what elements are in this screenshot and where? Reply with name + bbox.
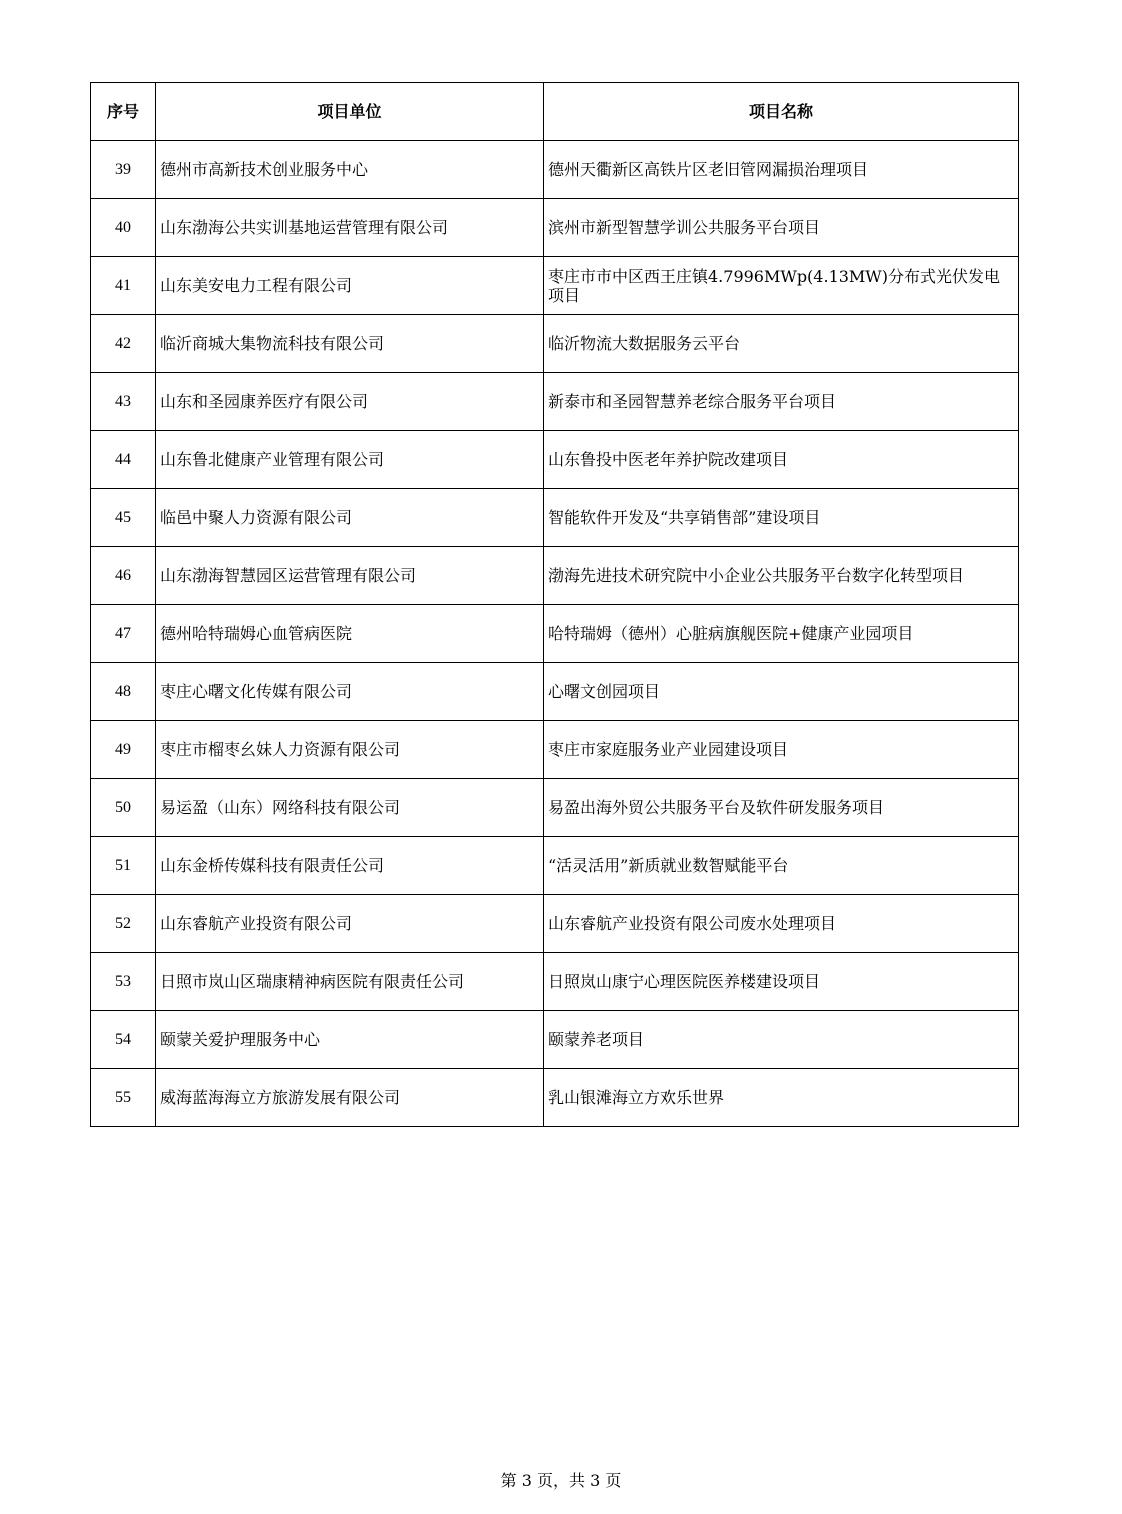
row-serial-number: 47: [91, 605, 156, 663]
row-serial-number: 52: [91, 895, 156, 953]
row-serial-number: 53: [91, 953, 156, 1011]
table-row: [91, 663, 1019, 721]
row-project-name: 山东鲁投中医老年养护院改建项目: [544, 431, 1019, 489]
row-project-name: 临沂物流大数据服务云平台: [544, 315, 1019, 373]
row-project-unit: 临沂商城大集物流科技有限公司: [156, 315, 544, 373]
row-project-name: 哈特瑞姆（德州）心脏病旗舰医院+健康产业园项目: [544, 605, 1019, 663]
row-project-unit: 颐蒙关爱护理服务中心: [156, 1011, 544, 1069]
table-row: [91, 605, 1019, 663]
row-project-unit: 山东渤海智慧园区运营管理有限公司: [156, 547, 544, 605]
table-row: [91, 199, 1019, 257]
table-row: [91, 547, 1019, 605]
header-project-unit: 项目单位: [156, 83, 544, 141]
row-project-name: 日照岚山康宁心理医院医养楼建设项目: [544, 953, 1019, 1011]
table-body: [91, 141, 1019, 1127]
row-project-unit: 枣庄心曙文化传媒有限公司: [156, 663, 544, 721]
row-serial-number: 41: [91, 257, 156, 315]
row-project-unit: 山东美安电力工程有限公司: [156, 257, 544, 315]
row-project-unit: 枣庄市榴枣幺妹人力资源有限公司: [156, 721, 544, 779]
page-footer: 第 3 页，共 3 页: [500, 1471, 622, 1490]
project-table: [90, 82, 1019, 1127]
table-row: [91, 141, 1019, 199]
row-project-name: 易盈出海外贸公共服务平台及软件研发服务项目: [544, 779, 1019, 837]
row-serial-number: 49: [91, 721, 156, 779]
row-serial-number: 55: [91, 1069, 156, 1127]
header-project-name: 项目名称: [544, 83, 1019, 141]
row-serial-number: 43: [91, 373, 156, 431]
row-project-unit: 威海蓝海海立方旅游发展有限公司: [156, 1069, 544, 1127]
row-serial-number: 50: [91, 779, 156, 837]
table-row: [91, 315, 1019, 373]
row-project-unit: 日照市岚山区瑞康精神病医院有限责任公司: [156, 953, 544, 1011]
row-serial-number: 42: [91, 315, 156, 373]
table-row: [91, 431, 1019, 489]
table-row: [91, 779, 1019, 837]
row-project-name: 枣庄市家庭服务业产业园建设项目: [544, 721, 1019, 779]
row-project-name: 山东睿航产业投资有限公司废水处理项目: [544, 895, 1019, 953]
row-project-unit: 临邑中聚人力资源有限公司: [156, 489, 544, 547]
table-row: [91, 1069, 1019, 1127]
row-serial-number: 54: [91, 1011, 156, 1069]
table-row: [91, 721, 1019, 779]
row-project-unit: 山东鲁北健康产业管理有限公司: [156, 431, 544, 489]
row-project-name: 渤海先进技术研究院中小企业公共服务平台数字化转型项目: [544, 547, 1019, 605]
table-header-row: [91, 83, 1019, 141]
row-project-unit: 山东睿航产业投资有限公司: [156, 895, 544, 953]
row-project-unit: 德州哈特瑞姆心血管病医院: [156, 605, 544, 663]
row-serial-number: 46: [91, 547, 156, 605]
table-row: [91, 489, 1019, 547]
table-row: [91, 257, 1019, 315]
table-row: [91, 373, 1019, 431]
row-serial-number: 45: [91, 489, 156, 547]
table-row: [91, 895, 1019, 953]
row-project-name: “活灵活用”新质就业数智赋能平台: [544, 837, 1019, 895]
row-serial-number: 48: [91, 663, 156, 721]
row-project-name: 心曙文创园项目: [544, 663, 1019, 721]
table-row: [91, 1011, 1019, 1069]
table-row: [91, 837, 1019, 895]
row-project-unit: 山东和圣园康养医疗有限公司: [156, 373, 544, 431]
row-serial-number: 39: [91, 141, 156, 199]
row-serial-number: 44: [91, 431, 156, 489]
header-serial-number: 序号: [91, 83, 156, 141]
table-row: [91, 953, 1019, 1011]
row-project-name: 新泰市和圣园智慧养老综合服务平台项目: [544, 373, 1019, 431]
row-project-unit: 山东渤海公共实训基地运营管理有限公司: [156, 199, 544, 257]
row-project-unit: 德州市高新技术创业服务中心: [156, 141, 544, 199]
row-project-name: 滨州市新型智慧学训公共服务平台项目: [544, 199, 1019, 257]
row-serial-number: 40: [91, 199, 156, 257]
row-project-name: 德州天衢新区高铁片区老旧管网漏损治理项目: [544, 141, 1019, 199]
row-serial-number: 51: [91, 837, 156, 895]
row-project-name: 颐蒙养老项目: [544, 1011, 1019, 1069]
row-project-name: 枣庄市市中区西王庄镇4.7996MWp(4.13MW)分布式光伏发电项目: [544, 257, 1019, 315]
row-project-name: 乳山银滩海立方欢乐世界: [544, 1069, 1019, 1127]
row-project-unit: 山东金桥传媒科技有限责任公司: [156, 837, 544, 895]
row-project-name: 智能软件开发及“共享销售部”建设项目: [544, 489, 1019, 547]
row-project-unit: 易运盈（山东）网络科技有限公司: [156, 779, 544, 837]
